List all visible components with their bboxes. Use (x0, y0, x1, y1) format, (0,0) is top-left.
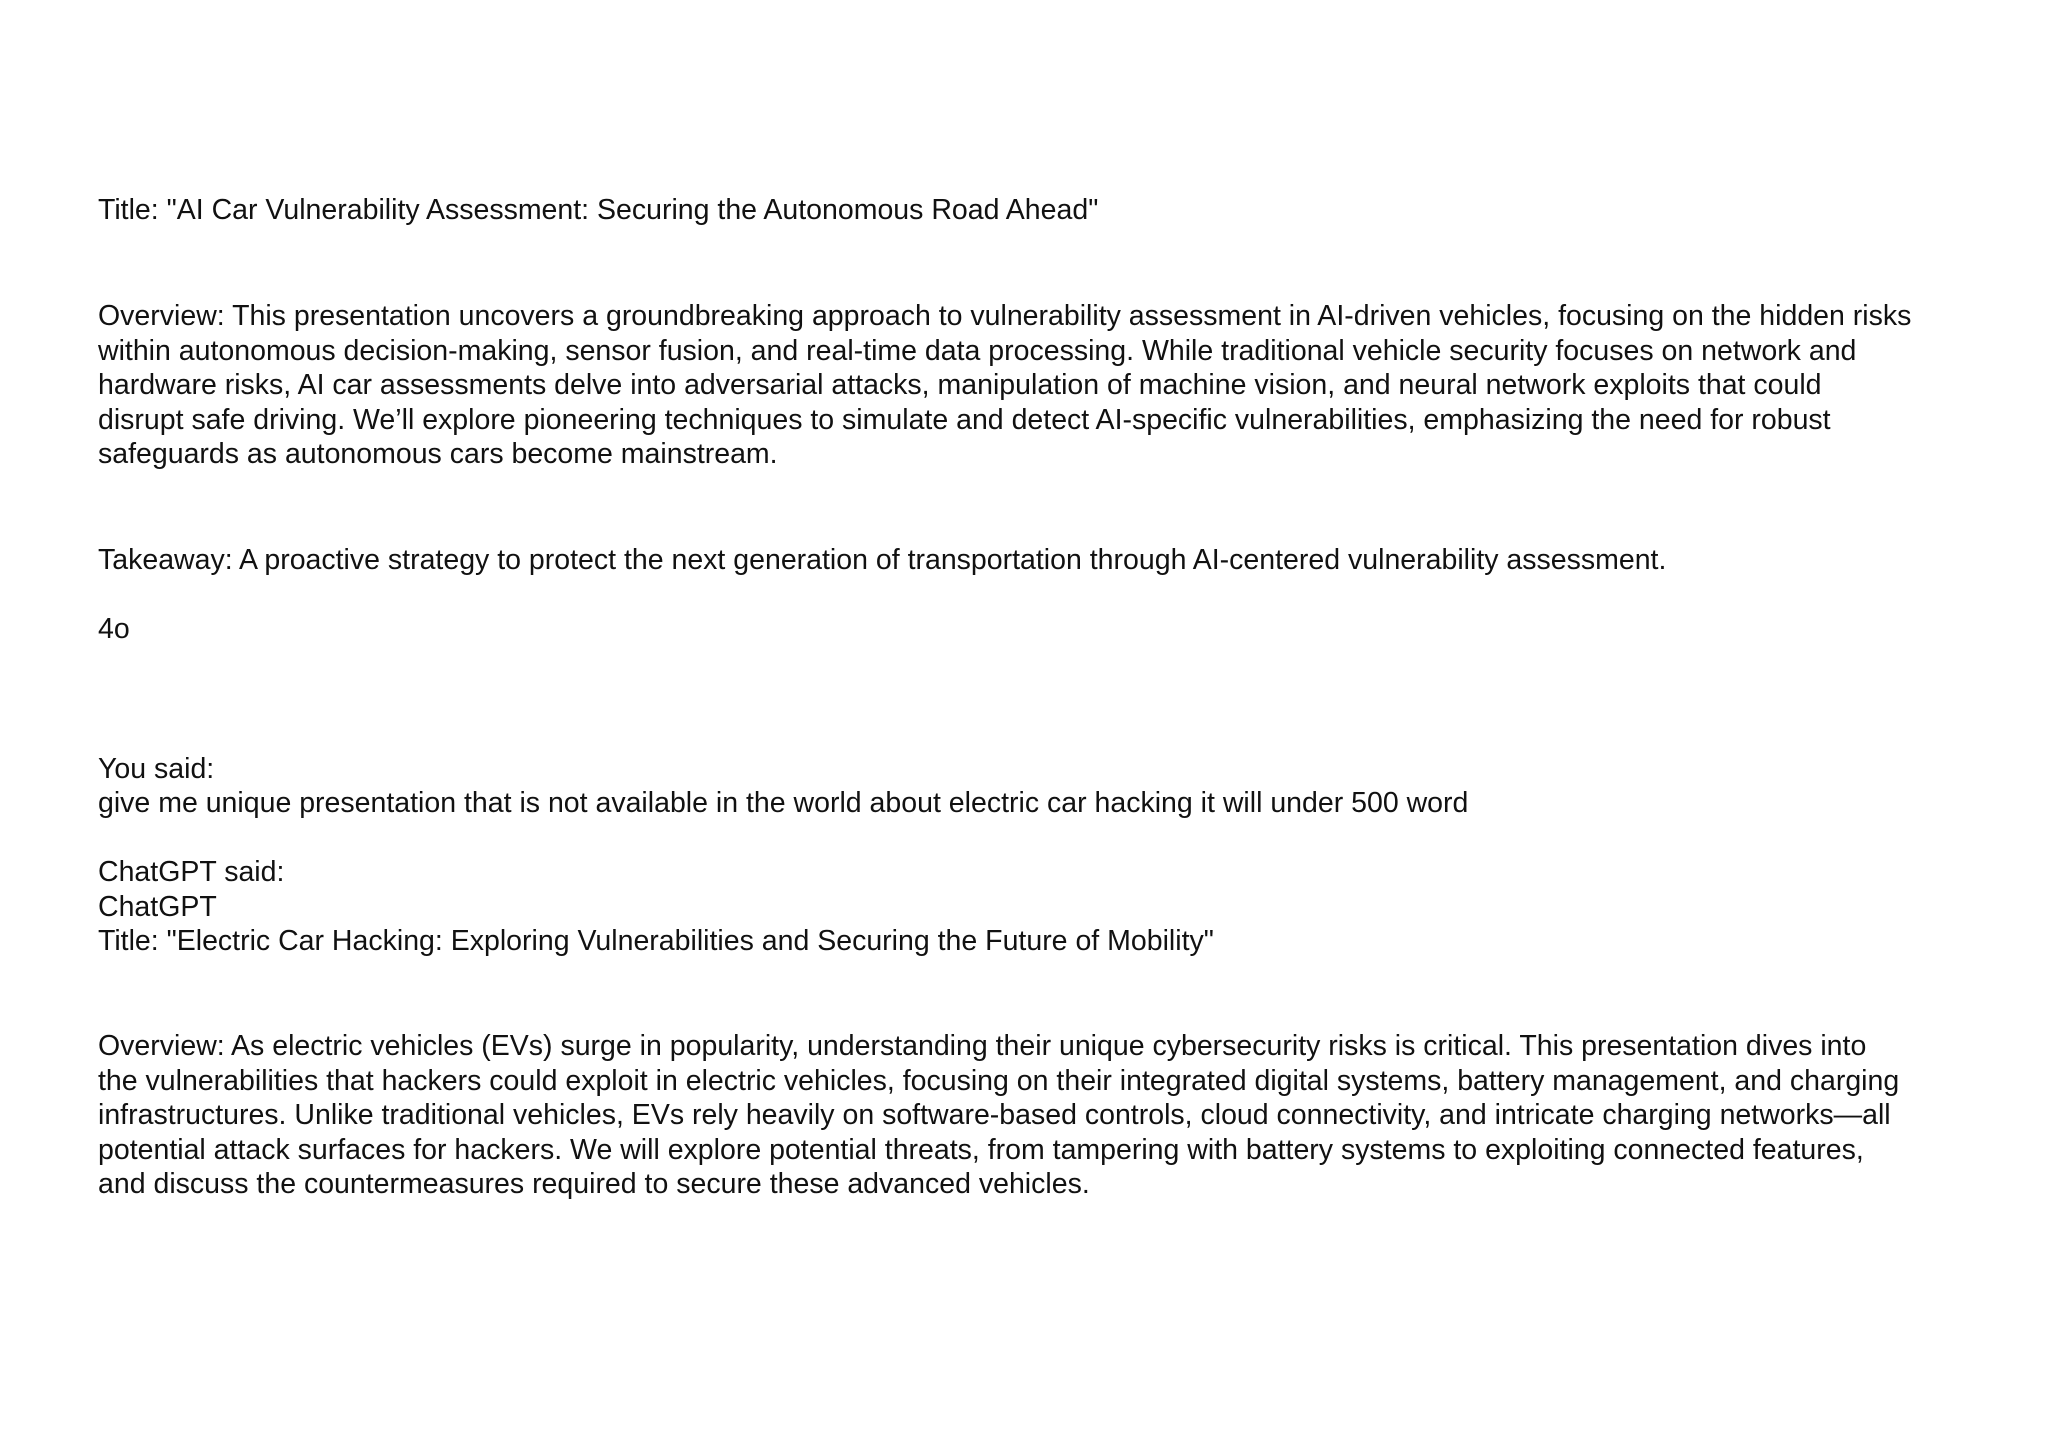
user-speaker-label: You said: (98, 753, 215, 785)
takeaway-text: Takeaway: A proactive strategy to protect the next generation of transportation through AI-centered vulnerability assessment. (98, 544, 1667, 576)
overview-2-line: and discuss the countermeasures required to secure these advanced vehicles. (98, 1168, 1090, 1200)
overview-1-line: hardware risks, AI car assessments delve into adversarial attacks, manipulation of machine vision, and neural network exploits that could (98, 369, 1822, 401)
overview-2-line: the vulnerabilities that hackers could exploit in electric vehicles, focusing on their integrated digital systems, battery management, and charging (98, 1064, 1900, 1097)
overview-2-line: potential attack surfaces for hackers. We will explore potential threats, from tampering with battery systems to exploiting connected features, (98, 1133, 1864, 1166)
overview-1-line: safeguards as autonomous cars become mainstream. (98, 438, 778, 470)
overview-paragraph-1 (98, 299, 1978, 472)
overview-2-line: infrastructures. Unlike traditional vehicles, EVs rely heavily on software-based controls, cloud connectivity, and intricate charging networks—all (98, 1099, 1891, 1131)
overview-1-line: within autonomous decision-making, sensor fusion, and real-time data processing. While traditional vehicle security focuses on network and (98, 334, 1857, 367)
overview-1-line: Overview: This presentation uncovers a groundbreaking approach to vulnerability assessment in AI-driven vehicles, focusing on the hidden risks (98, 300, 1912, 332)
presentation-title-1: Title: "AI Car Vulnerability Assessment: Securing the Autonomous Road Ahead" (98, 194, 1099, 226)
model-label: 4o (98, 613, 130, 645)
presentation-title-2: Title: "Electric Car Hacking: Exploring Vulnerabilities and Securing the Future of Mobility" (98, 925, 1214, 957)
overview-1-line: disrupt safe driving. We’ll explore pioneering techniques to simulate and detect AI-specific vulnerabilities, emphasizing the need for robust (98, 403, 1831, 436)
assistant-speaker-label: ChatGPT said: (98, 856, 285, 888)
overview-2-line: Overview: As electric vehicles (EVs) surge in popularity, understanding their unique cybersecurity risks is critical. This presentation dives into (98, 1030, 1867, 1062)
assistant-name: ChatGPT (98, 891, 217, 923)
user-message-text: give me unique presentation that is not available in the world about electric car hacking it will under 500 word (98, 787, 1469, 819)
overview-paragraph-2 (98, 1029, 1978, 1202)
